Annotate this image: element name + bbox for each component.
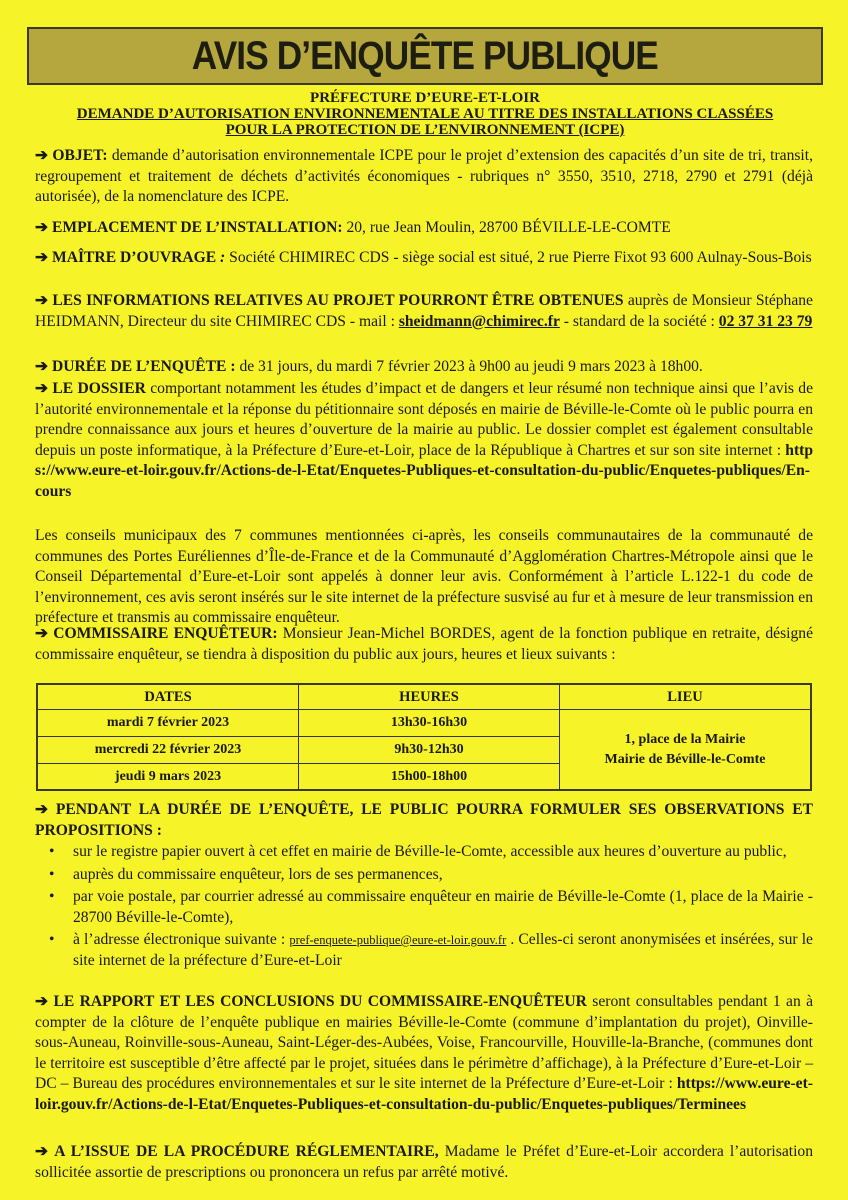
table-row <box>38 710 811 737</box>
page-title: AVIS D’ENQUÊTE PUBLIQUE <box>191 33 659 78</box>
arrow-icon: ➔ <box>35 249 49 266</box>
column-header-lieu: LIEU <box>560 685 811 710</box>
maitre-text: Société CHIMIREC CDS - siège social est situé, 2 rue Pierre Fixot 93 600 Aulnay-Sous-Bois <box>225 249 812 266</box>
emplacement-label: EMPLACEMENT DE L’INSTALLATION: <box>51 219 343 236</box>
duree-section <box>35 357 813 378</box>
bullet-icon: • <box>49 931 55 948</box>
list-item-text: auprès du commissaire enquêteur, lors de ses permanences, <box>73 865 443 883</box>
column-header-dates: DATES <box>38 685 299 710</box>
maitre-label: MAÎTRE D’OUVRAGE <box>51 249 217 266</box>
schedule-table <box>37 684 811 791</box>
table-header-row <box>38 685 811 710</box>
list-item <box>35 930 813 971</box>
commissaire-section <box>35 624 813 665</box>
list-item-text: à l’adresse électronique suivante : <box>73 931 290 948</box>
public-inquiry-email-link[interactable]: pref-enquete-publique@eure-et-loir.gouv.fr <box>289 933 507 947</box>
commissaire-label: COMMISSAIRE ENQUÊTEUR: <box>53 625 278 642</box>
objet-label: OBJET: <box>52 147 108 164</box>
arrow-icon: ➔ <box>35 358 49 375</box>
rapport-url-link[interactable]: https://www.eure-et-loir.gouv.fr/Actions-de-l-Etat/Enquetes-Publiques-et-consultation-du-public/Enquetes-publiques/Terminees <box>35 1075 813 1113</box>
title-banner <box>27 27 823 85</box>
date-cell: mardi 7 février 2023 <box>38 710 299 737</box>
arrow-icon: ➔ <box>35 801 49 818</box>
rapport-text: seront consultables pendant 1 an à compter de la clôture de l’enquête publique en mairies Béville-le-Comte (commune d’implantation du projet), Oinville-sous-Auneau, Roinville-sous-Auneau, Saint-Léger-des-Aubées, Voise, Francourville, Houville-la-Branche, (communes dont le territoire est susceptible d’être affecté par le projet, situées dans le périmètre d’affichage), à la Préfecture d’Eure-et-Loir – DC – Bureau des procédures environnementales et sur le site internet de la Préfecture d’Eure-et-Loir : <box>35 993 814 1092</box>
lieu-line2: Mairie de Béville-le-Comte <box>604 752 766 767</box>
column-header-heures: HEURES <box>299 685 560 710</box>
date-cell: mercredi 22 février 2023 <box>38 737 299 764</box>
arrow-icon: ➔ <box>35 1143 49 1160</box>
list-item-text: par voie postale, par courrier adressé au commissaire enquêteur en mairie de Béville-le-Comte (1, place de la Mairie - 28700 Béville-le-Comte), <box>73 888 813 926</box>
pendant-section <box>35 800 813 841</box>
dossier-label: LE DOSSIER <box>52 380 146 397</box>
list-item <box>35 842 813 863</box>
duree-label: DURÉE DE L’ENQUÊTE : <box>51 358 236 375</box>
bullet-icon: • <box>49 888 55 905</box>
maitre-section <box>35 248 813 269</box>
rapport-label: LE RAPPORT ET LES CONCLUSIONS DU COMMISSAIRE-ENQUÊTEUR <box>53 993 587 1010</box>
conseils-paragraph: Les conseils municipaux des 7 communes mentionnées ci-après, les conseils communautaires de la communauté de communes des Portes Euréliennes d’Île-de-France et de la Communauté d’Agglomération Chartres-Métropole ainsi que le Conseil Départemental d’Eure-et-Loir sont appelés à donner leur avis. Conformément à l’article L.122-1 du code de l’environnement, ces avis seront insérés sur le site internet de la préfecture susvisé au fur et à mesure de leur transmission en préfecture et transmis au commissaire enquêteur. <box>35 527 813 626</box>
commissaire-text: Monsieur Jean-Michel BORDES, agent de la fonction publique en retraite, désigné commissaire enquêteur, se tiendra à disposition du public aux jours, heures et lieux suivants : <box>35 625 813 663</box>
bullet-icon: • <box>49 843 55 860</box>
demande-heading-line1: DEMANDE D’AUTORISATION ENVIRONNEMENTALE AU TITRE DES INSTALLATIONS CLASSÉES <box>76 106 774 122</box>
emplacement-section <box>35 218 813 239</box>
issue-text: Madame le Préfet d’Eure-et-Loir accordera l’autorisation sollicitée assortie de prescriptions ou prononcera un refus par arrêté motivé. <box>35 1143 813 1181</box>
list-item <box>35 865 813 886</box>
objet-section <box>35 146 813 208</box>
arrow-icon: ➔ <box>35 993 49 1010</box>
pendant-label: PENDANT LA DURÉE DE L’ENQUÊTE, LE PUBLIC POURRA FORMULER SES OBSERVATIONS ET PROPOSITIONS : <box>35 801 813 839</box>
observations-list <box>35 842 813 973</box>
issue-label: A L’ISSUE DE LA PROCÉDURE RÉGLEMENTAIRE, <box>54 1143 439 1160</box>
dossier-text: comportant notamment les études d’impact et de dangers et leur résumé non technique ainsi que l’avis de l’autorité environnementale et la réponse du pétitionnaire sont déposés en mairie de Béville-le-Comte où le public pourra en prendre connaissance aux jours et heures d’ouverture de la mairie au public. Le dossier complet est également consultable depuis un poste informatique, à la Préfecture d’Eure-et-Loir, place de la République à Chartres et sur son site internet : <box>35 380 813 459</box>
emplacement-text: 20, rue Jean Moulin, 28700 BÉVILLE-LE-COMTE <box>342 219 671 236</box>
informations-text1: auprès de Monsieur Stéphane HEIDMANN, Directeur du site CHIMIREC CDS - mail : <box>35 292 813 330</box>
lieu-cell <box>560 710 811 791</box>
arrow-icon: ➔ <box>35 380 49 397</box>
demande-heading-line2: POUR LA PROTECTION DE L’ENVIRONNEMENT (ICPE) <box>225 122 625 138</box>
heures-cell: 15h00-18h00 <box>299 764 560 791</box>
duree-text: de 31 jours, du mardi 7 février 2023 à 9h00 au jeudi 9 mars 2023 à 18h00. <box>235 358 703 375</box>
contact-email-link[interactable]: sheidmann@chimirec.fr <box>398 312 560 330</box>
list-item <box>35 887 813 928</box>
arrow-icon: ➔ <box>35 147 49 164</box>
informations-section <box>35 291 813 332</box>
phone-number[interactable]: 02 37 31 23 79 <box>718 312 813 330</box>
list-item-text: sur le registre papier ouvert à cet effet en mairie de Béville-le-Comte, accessible aux heures d’ouverture au public, <box>73 843 787 860</box>
arrow-icon: ➔ <box>35 625 49 642</box>
rapport-section <box>35 992 813 1115</box>
informations-label: LES INFORMATIONS RELATIVES AU PROJET POURRONT ÊTRE OBTENUES <box>52 292 624 309</box>
issue-section <box>35 1142 813 1183</box>
informations-text2: - standard de la société : <box>559 312 719 330</box>
arrow-icon: ➔ <box>35 292 49 309</box>
lieu-line1: 1, place de la Mairie <box>624 732 746 747</box>
bullet-icon: • <box>49 865 55 883</box>
arrow-icon: ➔ <box>35 219 49 236</box>
dossier-section <box>35 379 813 502</box>
objet-text: demande d’autorisation environnementale ICPE pour le projet d’extension des capacités d’un site de tri, transit, regroupement et traitement de déchets d’activités économiques - rubriques n° 3550, 3510, 2718, 2790 et 2791 (déjà autorisée), de la nomenclature des ICPE. <box>35 147 813 205</box>
date-cell: jeudi 9 mars 2023 <box>38 764 299 791</box>
dossier-url-link[interactable]: https://www.eure-et-loir.gouv.fr/Actions-de-l-Etat/Enquetes-Publiques-et-consultation-du-public/Enquetes-publiques/En-cours <box>35 441 813 500</box>
maitre-colon: : <box>216 249 226 266</box>
heures-cell: 9h30-12h30 <box>299 737 560 764</box>
list-item-text: . Celles-ci seront anonymisées et insérées, sur le site internet de la préfecture d’Eure-et-Loir <box>73 931 813 969</box>
heures-cell: 13h30-16h30 <box>299 710 560 737</box>
prefecture-heading: PRÉFECTURE D’EURE-ET-LOIR <box>310 90 540 106</box>
